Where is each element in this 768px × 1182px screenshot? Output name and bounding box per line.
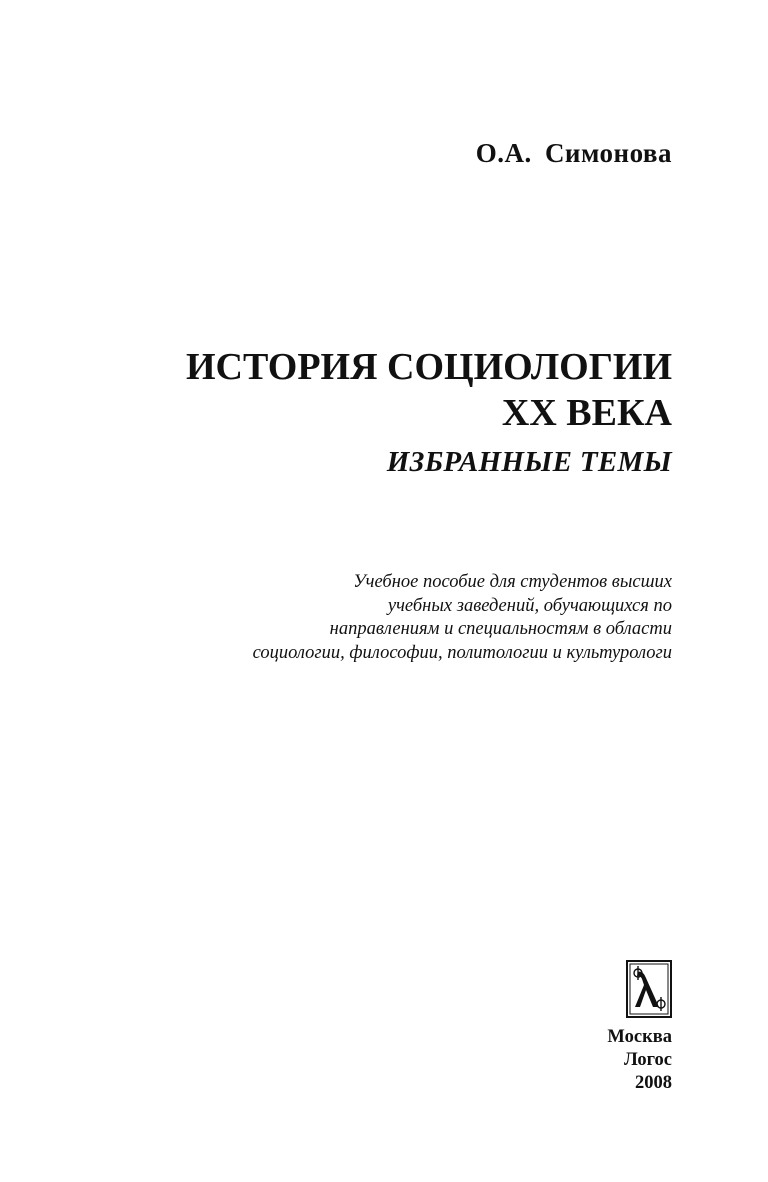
purpose-line: направлениям и специальностям в области [329, 619, 672, 639]
author-name: О.А. Симонова [475, 138, 672, 168]
publisher-imprint [607, 1026, 672, 1095]
publisher-name: Логос [624, 1050, 672, 1070]
purpose-line: Учебное пособие для студентов высших [353, 572, 672, 592]
book-title-line-2: XX ВЕКА [501, 392, 672, 434]
purpose-line: учебных заведений, обучающихся по [387, 595, 672, 616]
publication-year: 2008 [635, 1073, 672, 1093]
book-title [186, 344, 672, 436]
book-title-line-1: ИСТОРИЯ СОЦИОЛОГИИ [185, 346, 672, 388]
publisher-city: Москва [607, 1027, 672, 1047]
book-subtitle: ИЗБРАННЫЕ ТЕМЫ [386, 446, 672, 478]
purpose-line: социологии, философии, политологии и культурологи [252, 642, 672, 663]
purpose-note [253, 571, 672, 665]
lambda-phi-logo-icon [626, 960, 672, 1018]
